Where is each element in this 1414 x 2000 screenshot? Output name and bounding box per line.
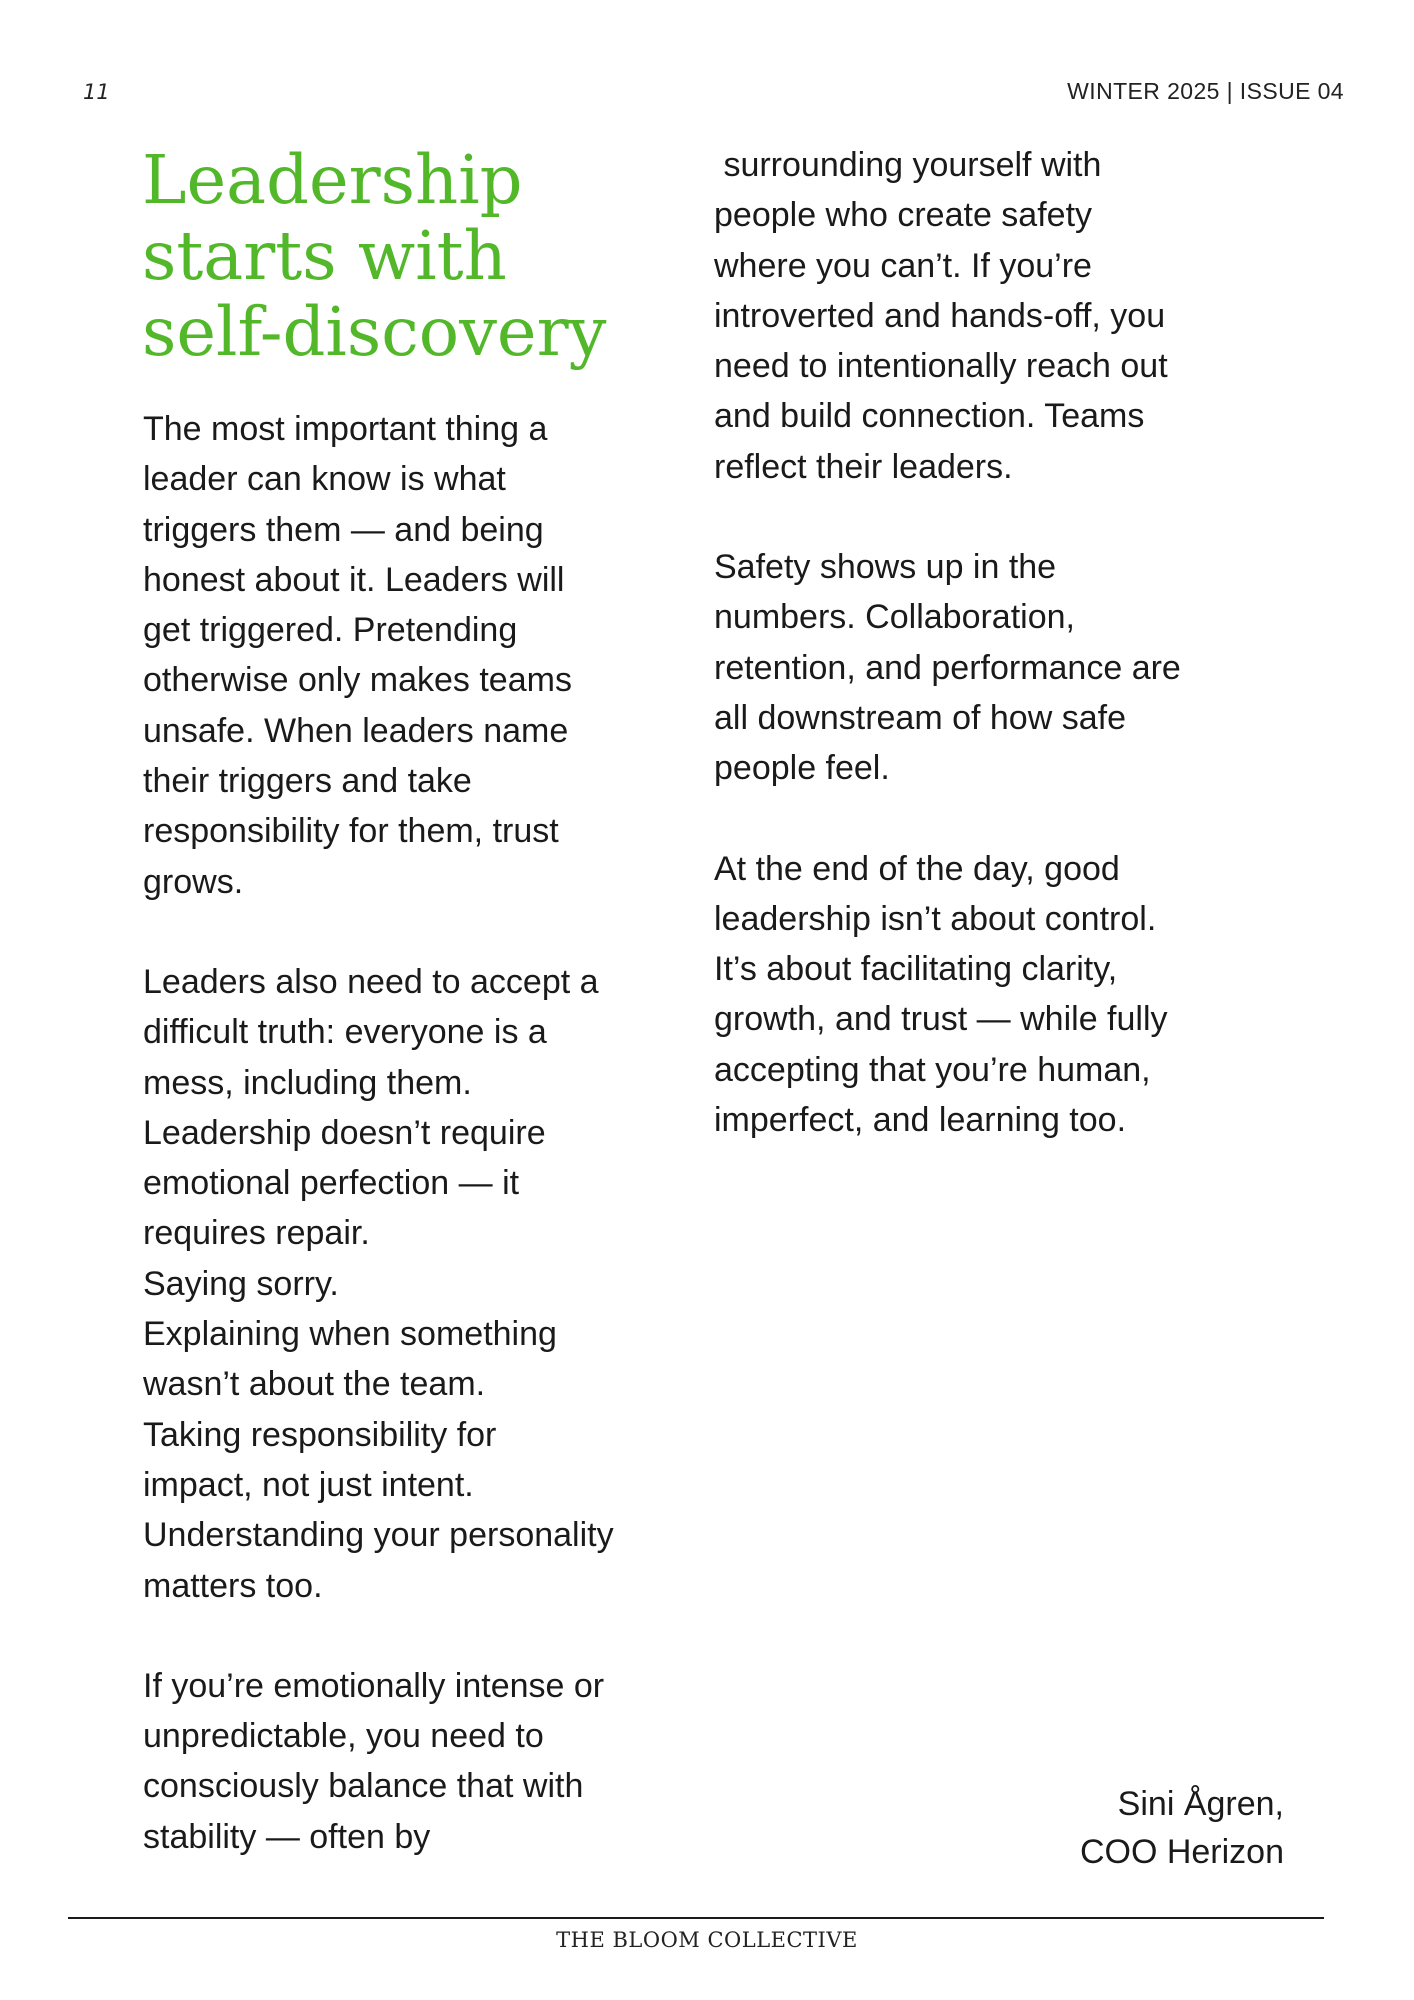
text-line: growth, and trust — while fully xyxy=(714,1000,1168,1039)
text-line: The most important thing a xyxy=(143,410,548,448)
text-line: numbers. Collaboration, xyxy=(714,598,1075,637)
paragraph xyxy=(143,1661,723,1862)
page-number: 11 xyxy=(83,80,110,104)
text-line: people feel. xyxy=(714,749,890,788)
paragraph xyxy=(714,542,1314,793)
text-line: difficult truth: everyone is a xyxy=(143,1013,547,1052)
text-line: accepting that you’re human, xyxy=(714,1050,1151,1089)
text-line: reflect their leaders. xyxy=(714,447,1013,486)
text-line: their triggers and take xyxy=(143,762,472,801)
text-line: leader can know is what xyxy=(143,460,506,499)
text-line: unpredictable, you need to xyxy=(143,1717,544,1756)
text-line: otherwise only makes teams xyxy=(143,661,572,700)
issue-label: WINTER 2025 | ISSUE 04 xyxy=(1067,78,1344,104)
text-line: responsibility for them, trust xyxy=(143,812,559,851)
text-line: Safety shows up in the xyxy=(714,548,1057,587)
text-line: grows. xyxy=(143,862,244,901)
title-line: self-discovery xyxy=(142,293,607,371)
text-line: impact, not just intent. xyxy=(143,1465,474,1504)
publication-name: THE BLOOM COLLECTIVE xyxy=(556,1928,858,1952)
left-column xyxy=(143,404,723,1912)
text-line: stability — often by xyxy=(143,1817,431,1856)
text-line: leadership isn’t about control. xyxy=(714,899,1157,938)
title-line: Leadership xyxy=(142,141,523,219)
text-line: Leadership doesn’t require xyxy=(143,1113,546,1152)
paragraph xyxy=(714,140,1314,492)
text-line: need to intentionally reach out xyxy=(714,347,1168,386)
article-title xyxy=(142,142,702,370)
text-line: honest about it. Leaders will xyxy=(143,560,565,599)
text-line: wasn’t about the team. xyxy=(143,1365,486,1404)
author-signature xyxy=(1080,1780,1284,1876)
text-line: and build connection. Teams xyxy=(714,397,1145,436)
paragraph xyxy=(714,844,1314,1146)
text-line: Understanding your personality xyxy=(143,1516,614,1555)
text-line: Saying sorry. xyxy=(143,1264,339,1303)
author-role: COO Herizon xyxy=(1079,1833,1284,1871)
text-line: people who create safety xyxy=(714,196,1093,235)
text-line: mess, including them. xyxy=(143,1063,472,1102)
title-line: starts with xyxy=(142,217,507,295)
text-line: where you can’t. If you’re xyxy=(714,246,1092,285)
right-column xyxy=(714,140,1314,1195)
text-line: If you’re emotionally intense or xyxy=(143,1666,605,1705)
text-line: At the end of the day, good xyxy=(714,849,1120,888)
text-line: Explaining when something xyxy=(143,1315,557,1354)
text-line: imperfect, and learning too. xyxy=(714,1101,1127,1140)
text-line: triggers them — and being xyxy=(143,510,544,549)
text-line: retention, and performance are xyxy=(714,648,1181,687)
text-line: introverted and hands-off, you xyxy=(714,296,1166,335)
text-line: consciously balance that with xyxy=(143,1767,584,1806)
text-line: all downstream of how safe xyxy=(714,698,1126,737)
footer-divider xyxy=(68,1917,1324,1919)
paragraph xyxy=(143,404,723,907)
text-line: unsafe. When leaders name xyxy=(143,711,569,750)
text-line: emotional perfection — it xyxy=(143,1164,520,1203)
text-line: matters too. xyxy=(143,1566,323,1605)
author-name: Sini Ågren, xyxy=(1117,1785,1284,1823)
text-line: It’s about facilitating clarity, xyxy=(714,950,1118,989)
text-line: surrounding yourself with xyxy=(714,146,1102,184)
text-line: Leaders also need to accept a xyxy=(143,962,599,1001)
text-line: get triggered. Pretending xyxy=(143,611,518,650)
text-line: Taking responsibility for xyxy=(143,1415,497,1454)
paragraph xyxy=(143,957,723,1611)
text-line: requires repair. xyxy=(143,1214,370,1253)
